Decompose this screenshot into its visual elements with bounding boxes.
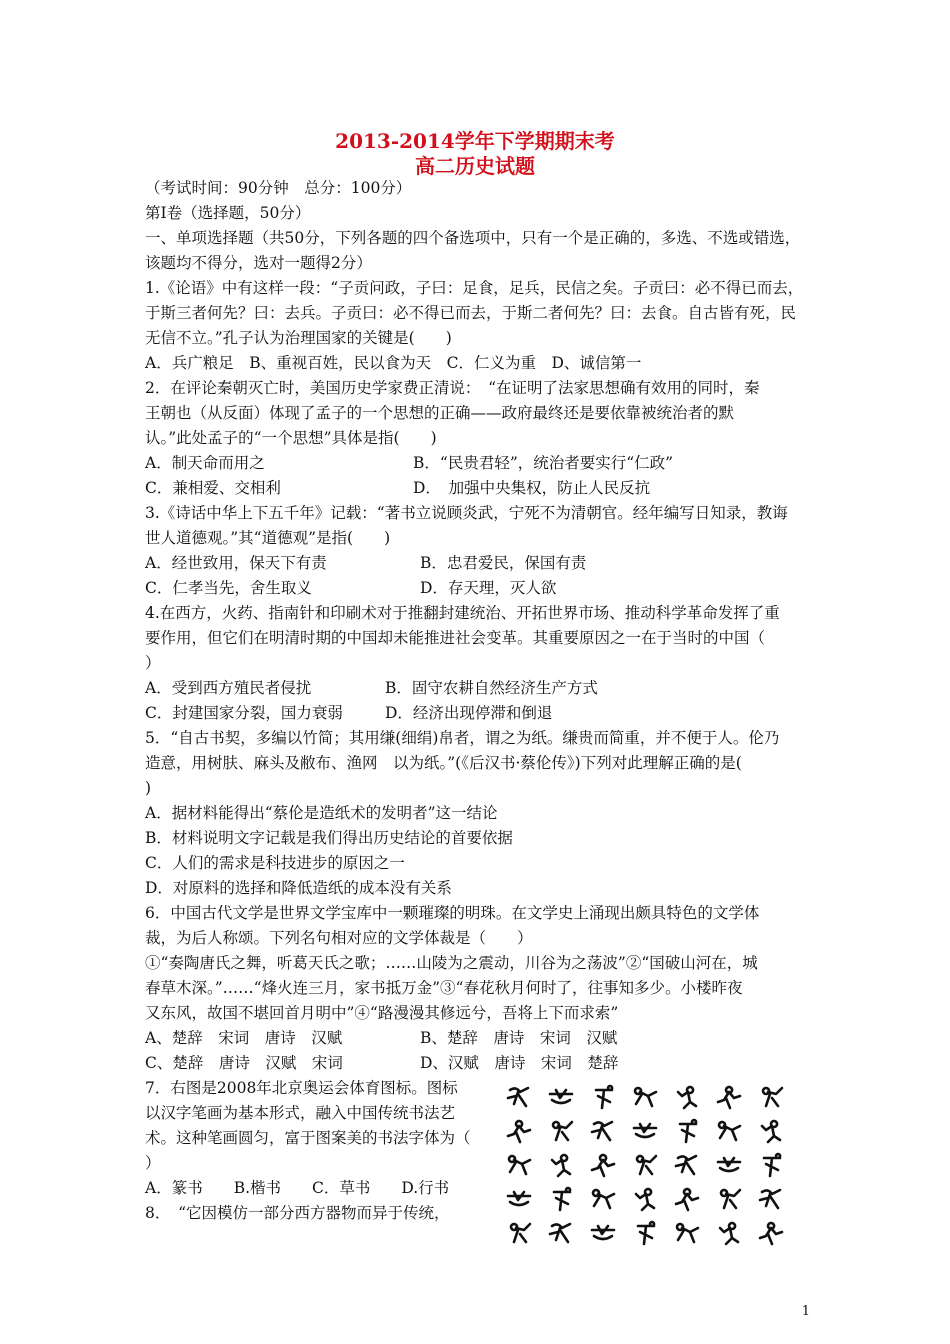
sport-pictogram-icon: [546, 1184, 576, 1214]
q7-options: A．篆书 B.楷书 C．草书 D.行书: [145, 1179, 450, 1197]
exam-title: 2013-2014学年下学期期末考: [335, 129, 615, 153]
q7-stem-2: 以汉字笔画为基本形式，融入中国传统书法艺: [145, 1104, 456, 1122]
sport-pictogram-icon: [756, 1218, 786, 1248]
q4-option-b: B．固守农耕自然经济生产方式: [385, 679, 598, 697]
section-heading-cont: 该题均不得分，选对一题得2分）: [145, 254, 372, 272]
q4-option-c: C．封建国家分裂，国力衰弱: [145, 704, 343, 722]
sport-pictogram-icon: [630, 1082, 660, 1112]
q2-option-a: A．制天命而用之: [145, 454, 265, 472]
sport-pictogram-icon: [546, 1218, 576, 1248]
sport-pictogram-icon: [504, 1116, 534, 1146]
sport-pictogram-icon: [756, 1184, 786, 1214]
sport-pictogram-icon: [504, 1082, 534, 1112]
q6-option-b: B、楚辞 唐诗 宋词 汉赋: [420, 1029, 618, 1047]
sport-pictogram-icon: [630, 1116, 660, 1146]
sport-pictogram-icon: [588, 1150, 618, 1180]
q6-stem-2: 裁，为后人称颂。下列名句相对应的文学体裁是（ ）: [145, 929, 533, 947]
q1-stem-3: 无信不立。”孔子认为治理国家的关键是( ): [145, 329, 452, 347]
section-heading: 一、单项选择题（共50分，下列各题的四个备选项中，只有一个是正确的，多选、不选或错选，: [145, 229, 801, 247]
sport-pictogram-icon: [630, 1150, 660, 1180]
sport-pictogram-icon: [504, 1150, 534, 1180]
q5-option-c: C．人们的需求是科技进步的原因之一: [145, 854, 405, 872]
q5-option-d: D．对原料的选择和降低造纸的成本没有关系: [145, 879, 452, 897]
q2-stem-3: 认。”此处孟子的“一个思想”具体是指( ): [145, 429, 437, 447]
q8-stem: 8． “它因模仿一部分西方器物而异于传统，: [145, 1204, 450, 1222]
q4-stem-3: ）: [145, 654, 161, 672]
q1-stem: 1.《论语》中有这样一段：“子贡问政，子曰：足食，足兵，民信之矣。子贡曰：必不得已而去，: [145, 279, 804, 297]
sport-pictogram-icon: [714, 1184, 744, 1214]
q2-stem: 2．在评论秦朝灭亡时，美国历史学家费正清说： “在证明了法家思想确有效用的同时，秦: [145, 379, 760, 397]
sport-pictogram-icon: [714, 1116, 744, 1146]
sport-pictogram-icon: [546, 1082, 576, 1112]
sport-pictogram-icon: [756, 1116, 786, 1146]
sport-pictogram-icon: [714, 1082, 744, 1112]
sport-pictogram-icon: [504, 1218, 534, 1248]
q4-option-a: A．受到西方殖民者侵扰: [145, 679, 312, 697]
q3-stem: 3.《诗话中华上下五千年》记载：“著书立说顾炎武，宁死不为清朝官。经年编写日知录，教诲: [145, 504, 788, 522]
q6-option-a: A、楚辞 宋词 唐诗 汉赋: [145, 1029, 343, 1047]
q4-option-d: D．经济出现停滞和倒退: [385, 704, 553, 722]
q6-option-c: C、楚辞 唐诗 汉赋 宋词: [145, 1054, 343, 1072]
q3-option-b: B．忠君爱民，保国有责: [420, 554, 587, 572]
q3-option-a: A．经世致用，保天下有责: [145, 554, 327, 572]
q5-stem-3: ): [145, 779, 152, 797]
q5-stem: 5．“自古书契，多编以竹简；其用缣(细绢)帛者，谓之为纸。缣贵而简重，并不便于人。伦乃: [145, 729, 780, 747]
sport-pictogram-icon: [756, 1082, 786, 1112]
sport-pictogram-icon: [672, 1184, 702, 1214]
q5-option-a: A．据材料能得出“蔡伦是造纸术的发明者”这一结论: [145, 804, 498, 822]
part-label: 第Ⅰ卷（选择题，50分）: [145, 204, 311, 222]
sport-pictogram-icon: [588, 1082, 618, 1112]
sport-pictogram-icon: [588, 1218, 618, 1248]
q6-quote-1: ①“奏陶唐氏之舞，听葛天氏之歌；……山陵为之震动，川谷为之荡波”②“国破山河在，城: [145, 954, 758, 972]
olympic-pictogram-figure: [500, 1080, 800, 1260]
q7-stem-4: ）: [145, 1154, 161, 1172]
q2-option-b: B．“民贵君轻”，统治者要实行“仁政”: [413, 454, 674, 472]
q6-quote-2: 春草木深。”……“烽火连三月，家书抵万金”③“春花秋月何时了，往事知多少。小楼昨夜: [145, 979, 743, 997]
q3-stem-2: 世人道德观。”其“道德观”是指( ): [145, 529, 391, 547]
q5-stem-2: 造意，用树肤、麻头及敝布、渔网 以为纸。”(《后汉书·蔡伦传》)下列对此理解正确的是(: [145, 754, 742, 772]
q3-option-c: C．仁孝当先，舍生取义: [145, 579, 312, 597]
q5-option-b: B．材料说明文字记载是我们得出历史结论的首要依据: [145, 829, 513, 847]
sport-pictogram-icon: [672, 1218, 702, 1248]
q6-option-d: D、汉赋 唐诗 宋词 楚辞: [420, 1054, 619, 1072]
q7-stem-3: 术。这种笔画圆匀，富于图案美的书法字体为（: [145, 1129, 471, 1147]
exam-info: （考试时间：90分钟 总分：100分）: [145, 179, 412, 197]
sport-pictogram-icon: [588, 1116, 618, 1146]
q1-stem-2: 于斯三者何先？曰：去兵。子贡曰：必不得已而去，于斯二者何先？曰：去食。自古皆有死，民: [145, 304, 797, 322]
sport-pictogram-icon: [714, 1150, 744, 1180]
sport-pictogram-icon: [546, 1116, 576, 1146]
sport-pictogram-icon: [546, 1150, 576, 1180]
sport-pictogram-icon: [672, 1082, 702, 1112]
page-number: 1: [801, 1304, 810, 1319]
exam-subtitle: 高二历史试题: [415, 154, 535, 178]
q3-option-d: D．存天理，灭人欲: [420, 579, 557, 597]
q2-option-c: C．兼相爱、交相利: [145, 479, 281, 497]
sport-pictogram-icon: [504, 1184, 534, 1214]
q1-options: A．兵广粮足 B、重视百姓，民以食为天 C．仁义为重 D、诚信第一: [145, 354, 642, 372]
q4-stem-2: 要作用，但它们在明清时期的中国却未能推进社会变革。其重要原因之一在于当时的中国（: [145, 629, 766, 647]
sport-pictogram-icon: [630, 1184, 660, 1214]
q6-quote-3: 又东风，故国不堪回首月明中”④“路漫漫其修远兮，吾将上下而求索”: [145, 1004, 619, 1022]
sport-pictogram-icon: [588, 1184, 618, 1214]
q4-stem: 4.在西方，火药、指南针和印刷术对于推翻封建统治、开拓世界市场、推动科学革命发挥了重: [145, 604, 780, 622]
sport-pictogram-icon: [630, 1218, 660, 1248]
sport-pictogram-icon: [672, 1150, 702, 1180]
sport-pictogram-icon: [756, 1150, 786, 1180]
q2-option-d: D． 加强中央集权，防止人民反抗: [413, 479, 651, 497]
q2-stem-2: 王朝也（从反面）体现了孟子的一个思想的正确——政府最终还是要依靠被统治者的默: [145, 404, 735, 422]
q7-stem: 7．右图是2008年北京奥运会体育图标。图标: [145, 1079, 458, 1097]
q6-stem: 6．中国古代文学是世界文学宝库中一颗璀璨的明珠。在文学史上涌现出颇具特色的文学体: [145, 904, 760, 922]
sport-pictogram-icon: [672, 1116, 702, 1146]
sport-pictogram-icon: [714, 1218, 744, 1248]
